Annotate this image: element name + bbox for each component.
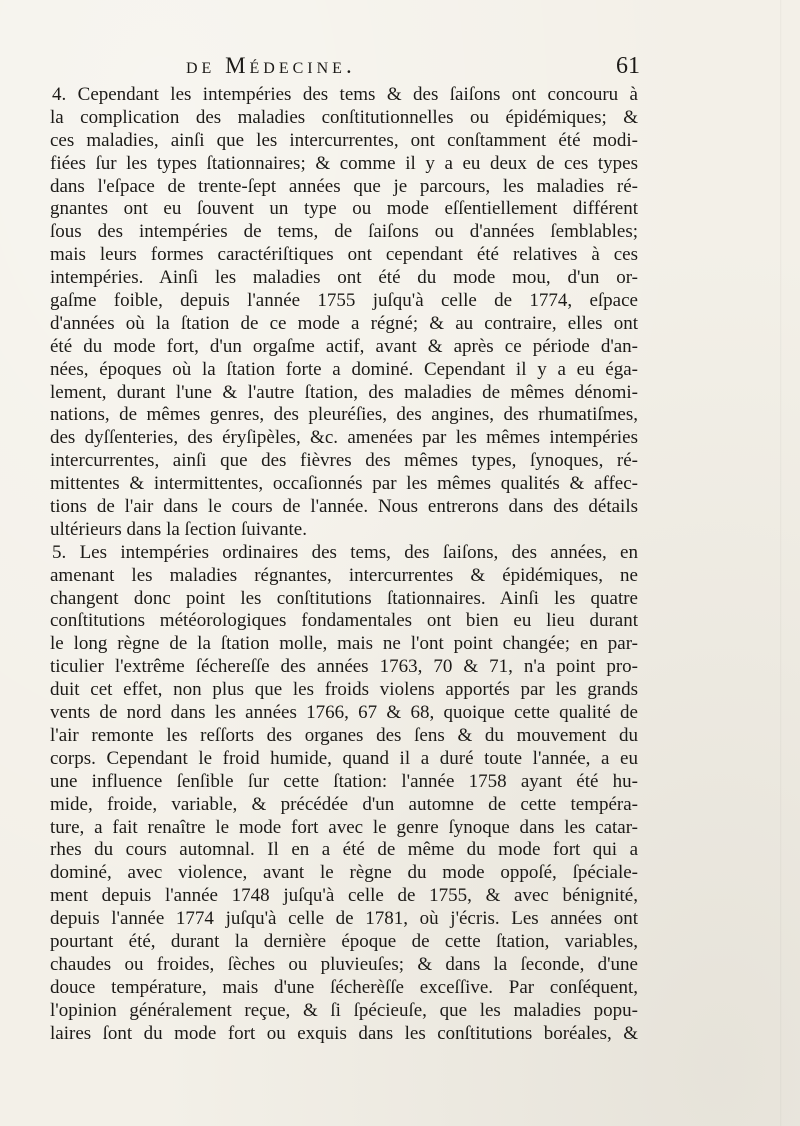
text-line: le long règne de la ſtation molle, mais ne l'ont point changée; en par-	[50, 633, 638, 655]
text-line: ticulier l'extrême ſéchereſſe des années 1763, 70 & 71, n'a point pro-	[50, 656, 638, 678]
text-line: 4. Cependant les intempéries des tems & des ſaiſons ont concouru à	[52, 84, 638, 105]
text-line: douce température, mais d'une ſécherèſſe exceſſive. Par conſéquent,	[50, 976, 638, 998]
body-text	[50, 84, 638, 1045]
text-line: pourtant été, durant la dernière époque de cette ſtation, variables,	[50, 930, 638, 952]
text-line: une influence ſenſible ſur cette ſtation: l'année 1758 ayant été hu-	[50, 770, 638, 792]
text-line: fiées ſur les types ſtationnaires; & comme il y a eu deux de ces types	[50, 152, 638, 174]
text-line: intercurrentes, ainſi que des fièvres des mêmes types, ſynoques, ré-	[50, 450, 638, 472]
text-line: été du mode fort, d'un orgaſme actif, avant & après ce période d'an-	[50, 335, 638, 357]
text-line: mittentes & intermittentes, occaſionnés par les mêmes qualités & affec-	[50, 473, 638, 495]
paragraph-5	[50, 542, 638, 1046]
text-line: tions de l'air dans le cours de l'année. Nous entrerons dans des détails	[50, 496, 638, 518]
text-line: gnantes ont eu ſouvent un type ou mode eſſentiellement différent	[50, 198, 638, 220]
text-line: d'années où la ſtation de ce mode a régné; & au contraire, elles ont	[50, 312, 638, 334]
text-line: lement, durant l'une & l'autre ſtation, des maladies de mêmes dénomi-	[50, 381, 638, 403]
text-line: l'air remonte les reſſorts des organes des ſens & du mouvement du	[50, 724, 638, 746]
page-number: 61	[616, 53, 640, 79]
text-line: vents de nord dans les années 1766, 67 & 68, quoique cette qualité de	[50, 702, 638, 724]
text-line: changent donc point les conſtitutions ſtationnaires. Ainſi les quatre	[50, 587, 638, 609]
text-line: depuis l'année 1774 juſqu'à celle de 1781, où j'écris. Les années ont	[50, 908, 638, 930]
text-line: mais leurs formes caractériſtiques ont cependant été relatives à ces	[50, 244, 638, 266]
text-line: amenant les maladies régnantes, intercurrentes & épidémiques, ne	[50, 564, 638, 586]
text-line: ture, a fait renaître le mode fort avec le genre ſynoque dans les catar-	[50, 816, 638, 838]
text-line: 5. Les intempéries ordinaires des tems, des ſaiſons, des années, en	[52, 541, 638, 563]
text-line: chaudes ou froides, ſèches ou pluvieuſes; & dans la ſeconde, d'une	[50, 953, 638, 975]
paragraph-4	[50, 84, 638, 542]
page-edge-shadow	[780, 0, 782, 1126]
text-line: nations, de mêmes genres, des pleuréſies, des angines, des rhumatiſmes,	[50, 404, 638, 426]
text-line: laires ſont du mode fort ou exquis dans les conſtitutions boréales, &	[50, 1022, 638, 1044]
text-line: rhes du cours automnal. Il en a été de même du mode fort qui a	[50, 839, 638, 861]
text-line: dans l'eſpace de trente-ſept années que je parcours, les maladies ré-	[50, 175, 638, 197]
text-line: conſtitutions météorologiques fondamentales ont bien eu lieu durant	[50, 610, 638, 632]
text-line: dominé, avec violence, avant le règne du mode oppoſé, ſpéciale-	[50, 862, 638, 884]
text-line: des dyſſenteries, des éryſipèles, &c. amenées par les mêmes intempéries	[50, 427, 638, 449]
text-line: gaſme foible, depuis l'année 1755 juſqu'à celle de 1774, eſpace	[50, 290, 638, 312]
text-line: ment depuis l'année 1748 juſqu'à celle de 1755, & avec bénignité,	[50, 885, 638, 907]
text-line: corps. Cependant le froid humide, quand il a duré toute l'année, a eu	[50, 747, 638, 769]
text-line: la complication des maladies conſtitutionnelles ou épidémiques; &	[50, 106, 638, 128]
running-head: de Médecine.	[186, 53, 356, 78]
text-line: duit cet effet, non plus que les froids violens apportés par les grands	[50, 679, 638, 701]
text-line: intempéries. Ainſi les maladies ont été du mode mou, d'un or-	[50, 267, 638, 289]
text-line: ces maladies, ainſi que les intercurrentes, ont conſtamment été modi-	[50, 129, 638, 151]
text-line: nées, époques où la ſtation forte a dominé. Cependant il y a eu éga-	[50, 358, 638, 380]
text-line: ſous des intempéries de tems, de ſaiſons ou d'années ſemblables;	[50, 221, 638, 243]
page-header	[186, 50, 640, 82]
text-line: ultérieurs dans la ſection ſuivante.	[50, 518, 307, 540]
text-line: l'opinion généralement reçue, & ſi ſpécieuſe, que les maladies popu-	[50, 999, 638, 1021]
text-line: mide, froide, variable, & précédée d'un automne de cette tempéra-	[50, 793, 638, 815]
